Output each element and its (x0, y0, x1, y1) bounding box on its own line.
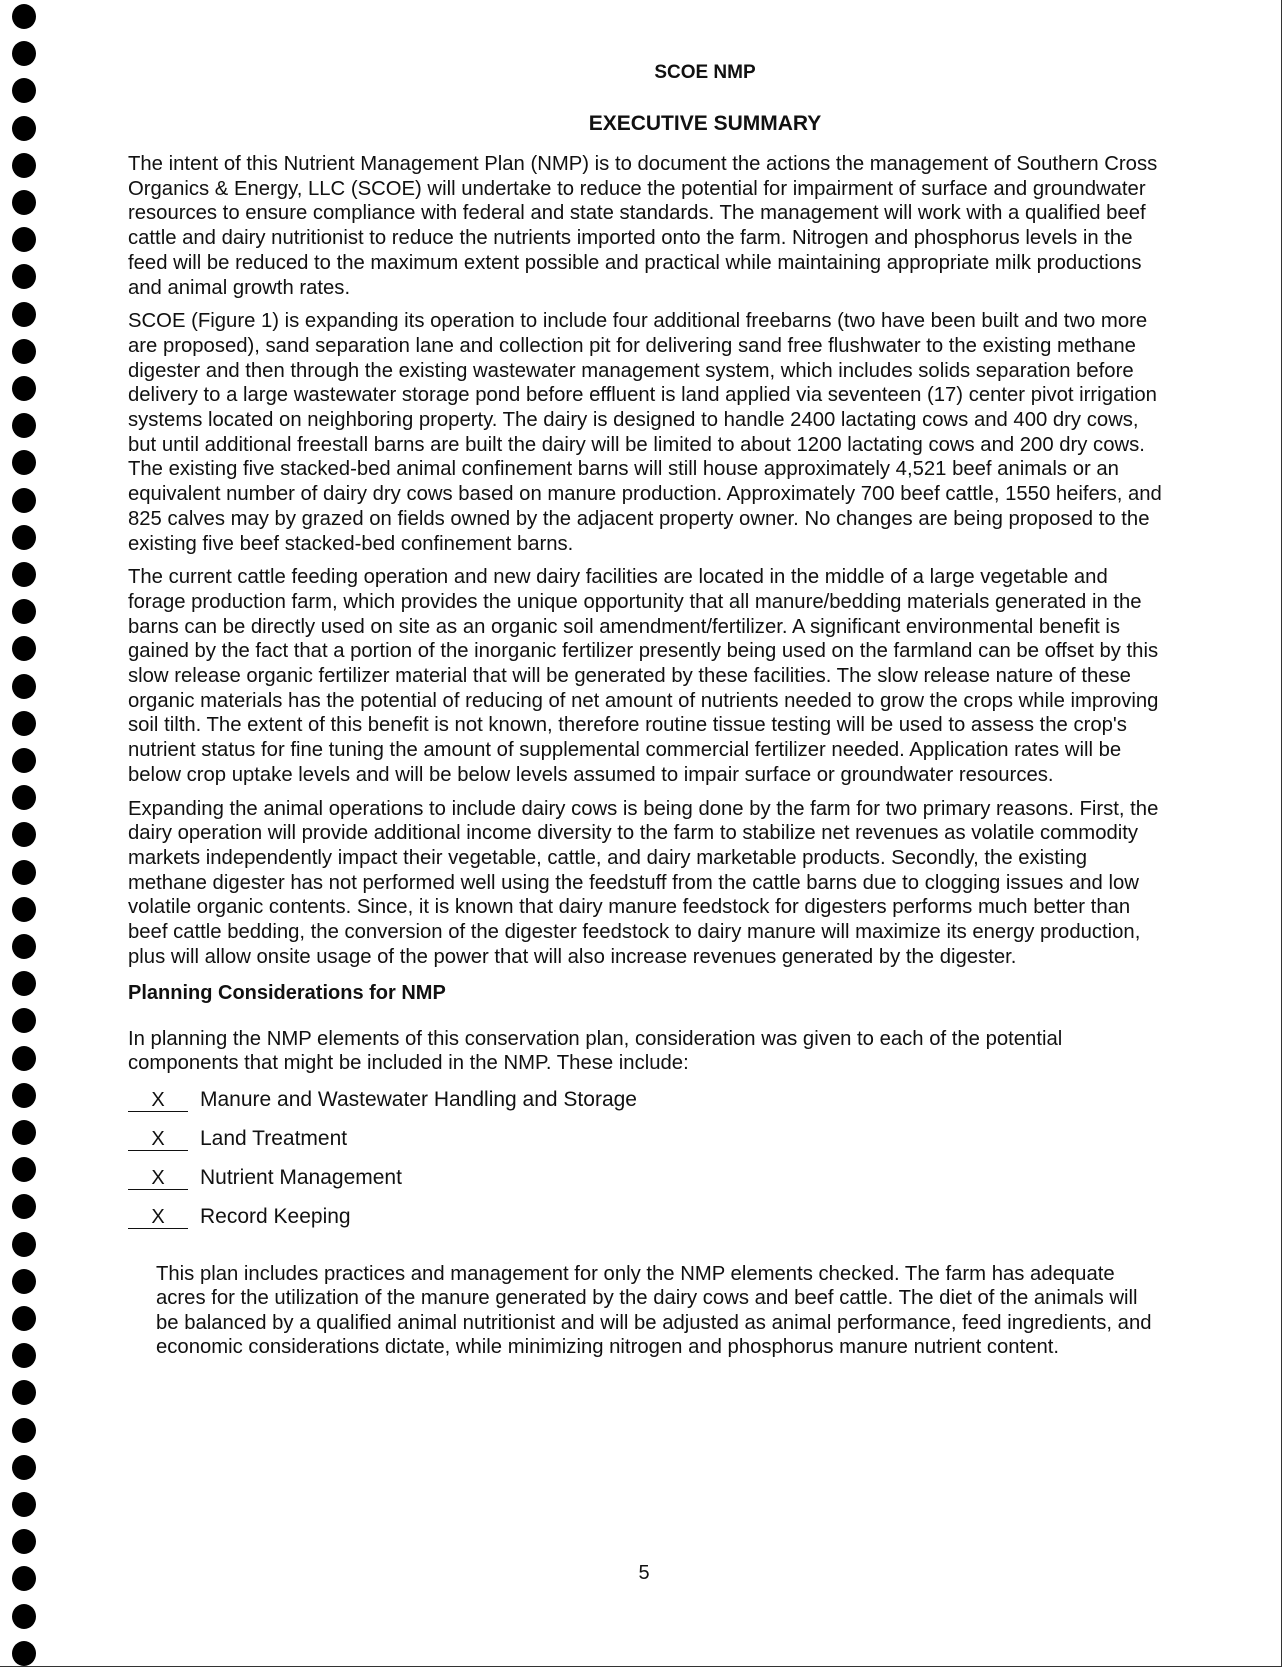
binding-hole (12, 1008, 36, 1033)
paragraph-dairy-reasons: Expanding the animal operations to include dairy cows is being done by the farm for two primary reasons. First, the dairy operation will provide additional income diversity to the farm to stabilize net revenues as volatile commodity markets independently impact their vegetable, cattle, and dairy marketable products. Secondly, the existing methane digester has not performed well using the feedstuff from the cattle barns due to clogging issues and low volatile organic contents. Since, it is known that dairy manure feedstock for digesters performs much better than beef cattle bedding, the conversion of the digester feedstock to dairy manure will maximize its energy production, plus will allow onsite usage of the power that will also increase revenues generated by the digester. (128, 797, 1159, 968)
page-edge-right (1281, 0, 1282, 1667)
binding-hole (12, 78, 36, 103)
paragraph-location-benefits: The current cattle feeding operation and new dairy facilities are located in the middle of a large vegetable and forage production farm, which provides the unique opportunity that all manure/bedding materials generated in the barns can be directly used on site as an organic soil amendment/fertilizer. A significant environmental benefit is gained by the fact that a portion of the inorganic fertilizer presently being used on the farmland can be offset by this slow release organic fertilizer material that will be generated by these facilities. The slow release nature of these organic materials has the potential of reducing of net amount of nutrients needed to grow the crops while improving soil tilth. The extent of this benefit is not known, therefore routine tissue testing will be used to assess the crop's nutrient status for fine tuning the amount of supplemental commercial fertilizer needed. Application rates will be below crop uptake levels and will be below levels assumed to impair surface or groundwater resources. (128, 566, 1159, 786)
binding-hole (12, 1120, 36, 1145)
binding-hole (12, 1604, 36, 1629)
binding-hole (12, 860, 36, 885)
binding-hole (12, 934, 36, 959)
binding-hole (12, 1641, 36, 1666)
binding-hole (12, 1157, 36, 1182)
binding-hole (12, 413, 36, 438)
binding-hole (12, 488, 36, 513)
paragraph-expansion: SCOE (Figure 1) is expanding its operation to include four additional freebarns (two have been built and two more are proposed), sand separation lane and collection pit for delivering sand free flushwater to the existing methane digester and then through the existing wastewater management system, which includes solids separation before delivery to a large wastewater storage pond before effluent is land applied via seventeen (17) center pivot irrigation systems located on neighboring property. The dairy is designed to handle 2400 lactating cows and 400 dry cows, but until additional freestall barns are built the dairy will be limited to about 1200 lactating cows and 200 dry cows. The existing five stacked-bed animal confinement barns will still house approximately 4,521 beef animals or an equivalent number of dairy dry cows based on manure production. Approximately 700 beef cattle, 1550 heifers, and 825 calves may by grazed on fields owned by the adjacent property owner. No changes are being proposed to the existing five beef stacked-bed confinement barns. (128, 310, 1162, 555)
binding-holes (6, 0, 40, 1671)
binding-hole (12, 1083, 36, 1108)
binding-hole (12, 41, 36, 66)
document-body (128, 62, 1164, 1360)
checklist-label: Manure and Wastewater Handling and Storage (200, 1087, 637, 1111)
checklist-item (128, 1205, 1164, 1244)
binding-hole (12, 562, 36, 587)
binding-hole (12, 1194, 36, 1219)
binding-hole (12, 450, 36, 475)
check-mark: X (128, 1089, 188, 1112)
binding-hole (12, 748, 36, 773)
planning-closing: This plan includes practices and management for only the NMP elements checked. The farm has adequate acres for the utilization of the manure generated by the dairy cows and beef cattle. The diet of the animals will be balanced by a qualified animal nutritionist and will be adjusted as animal performance, feed ingredients, and economic considerations dictate, while minimizing nitrogen and phosphorus manure nutrient content. (156, 1262, 1152, 1359)
paragraph-intent: The intent of this Nutrient Management Plan (NMP) is to document the actions the management of Southern Cross Organics & Energy, LLC (SCOE) will undertake to reduce the potential for impairment of surface and groundwater resources to ensure compliance with federal and state standards. The management will work with a qualified beef cattle and dairy nutritionist to reduce the nutrients imported onto the farm. Nitrogen and phosphorus levels in the feed will be reduced to the maximum extent possible and practical while maintaining appropriate milk productions and animal growth rates. (128, 153, 1158, 299)
checklist-label: Land Treatment (200, 1126, 348, 1150)
binding-hole (12, 822, 36, 847)
page-edge-bottom (0, 1666, 1282, 1667)
nmp-elements-checklist (128, 1088, 1164, 1244)
checklist-label: Nutrient Management (200, 1165, 402, 1189)
binding-hole (12, 1492, 36, 1517)
binding-hole (12, 1046, 36, 1071)
binding-hole (12, 1529, 36, 1554)
checklist-item (128, 1166, 1164, 1205)
check-mark: X (128, 1128, 188, 1151)
checklist-label: Record Keeping (200, 1204, 351, 1228)
check-mark: X (128, 1167, 188, 1190)
binding-hole (12, 1269, 36, 1294)
binding-hole (12, 1418, 36, 1443)
binding-hole (12, 599, 36, 624)
binding-hole (12, 711, 36, 736)
check-mark: X (128, 1206, 188, 1229)
binding-hole (12, 1306, 36, 1331)
planning-intro: In planning the NMP elements of this conservation plan, consideration was given to each of the potential components that might be included in the NMP. These include: (128, 1027, 1063, 1075)
binding-hole (12, 674, 36, 699)
binding-hole (12, 785, 36, 810)
binding-hole (12, 1455, 36, 1480)
binding-hole (12, 636, 36, 661)
binding-hole (12, 153, 36, 178)
binding-hole (12, 264, 36, 289)
checklist-item (128, 1088, 1164, 1127)
binding-hole (12, 190, 36, 215)
binding-hole (12, 302, 36, 327)
section-heading: EXECUTIVE SUMMARY (588, 112, 822, 135)
binding-hole (12, 116, 36, 141)
binding-hole (12, 897, 36, 922)
binding-hole (12, 339, 36, 364)
checklist-item (128, 1127, 1164, 1166)
binding-hole (12, 1232, 36, 1257)
binding-hole (12, 376, 36, 401)
planning-heading: Planning Considerations for NMP (128, 981, 446, 1004)
binding-hole (12, 227, 36, 252)
binding-hole (12, 1343, 36, 1368)
binding-hole (12, 4, 36, 29)
binding-hole (12, 971, 36, 996)
document-title: SCOE NMP (654, 62, 756, 83)
binding-hole (12, 1380, 36, 1405)
binding-hole (12, 525, 36, 550)
page-number: 5 (638, 1562, 650, 1584)
